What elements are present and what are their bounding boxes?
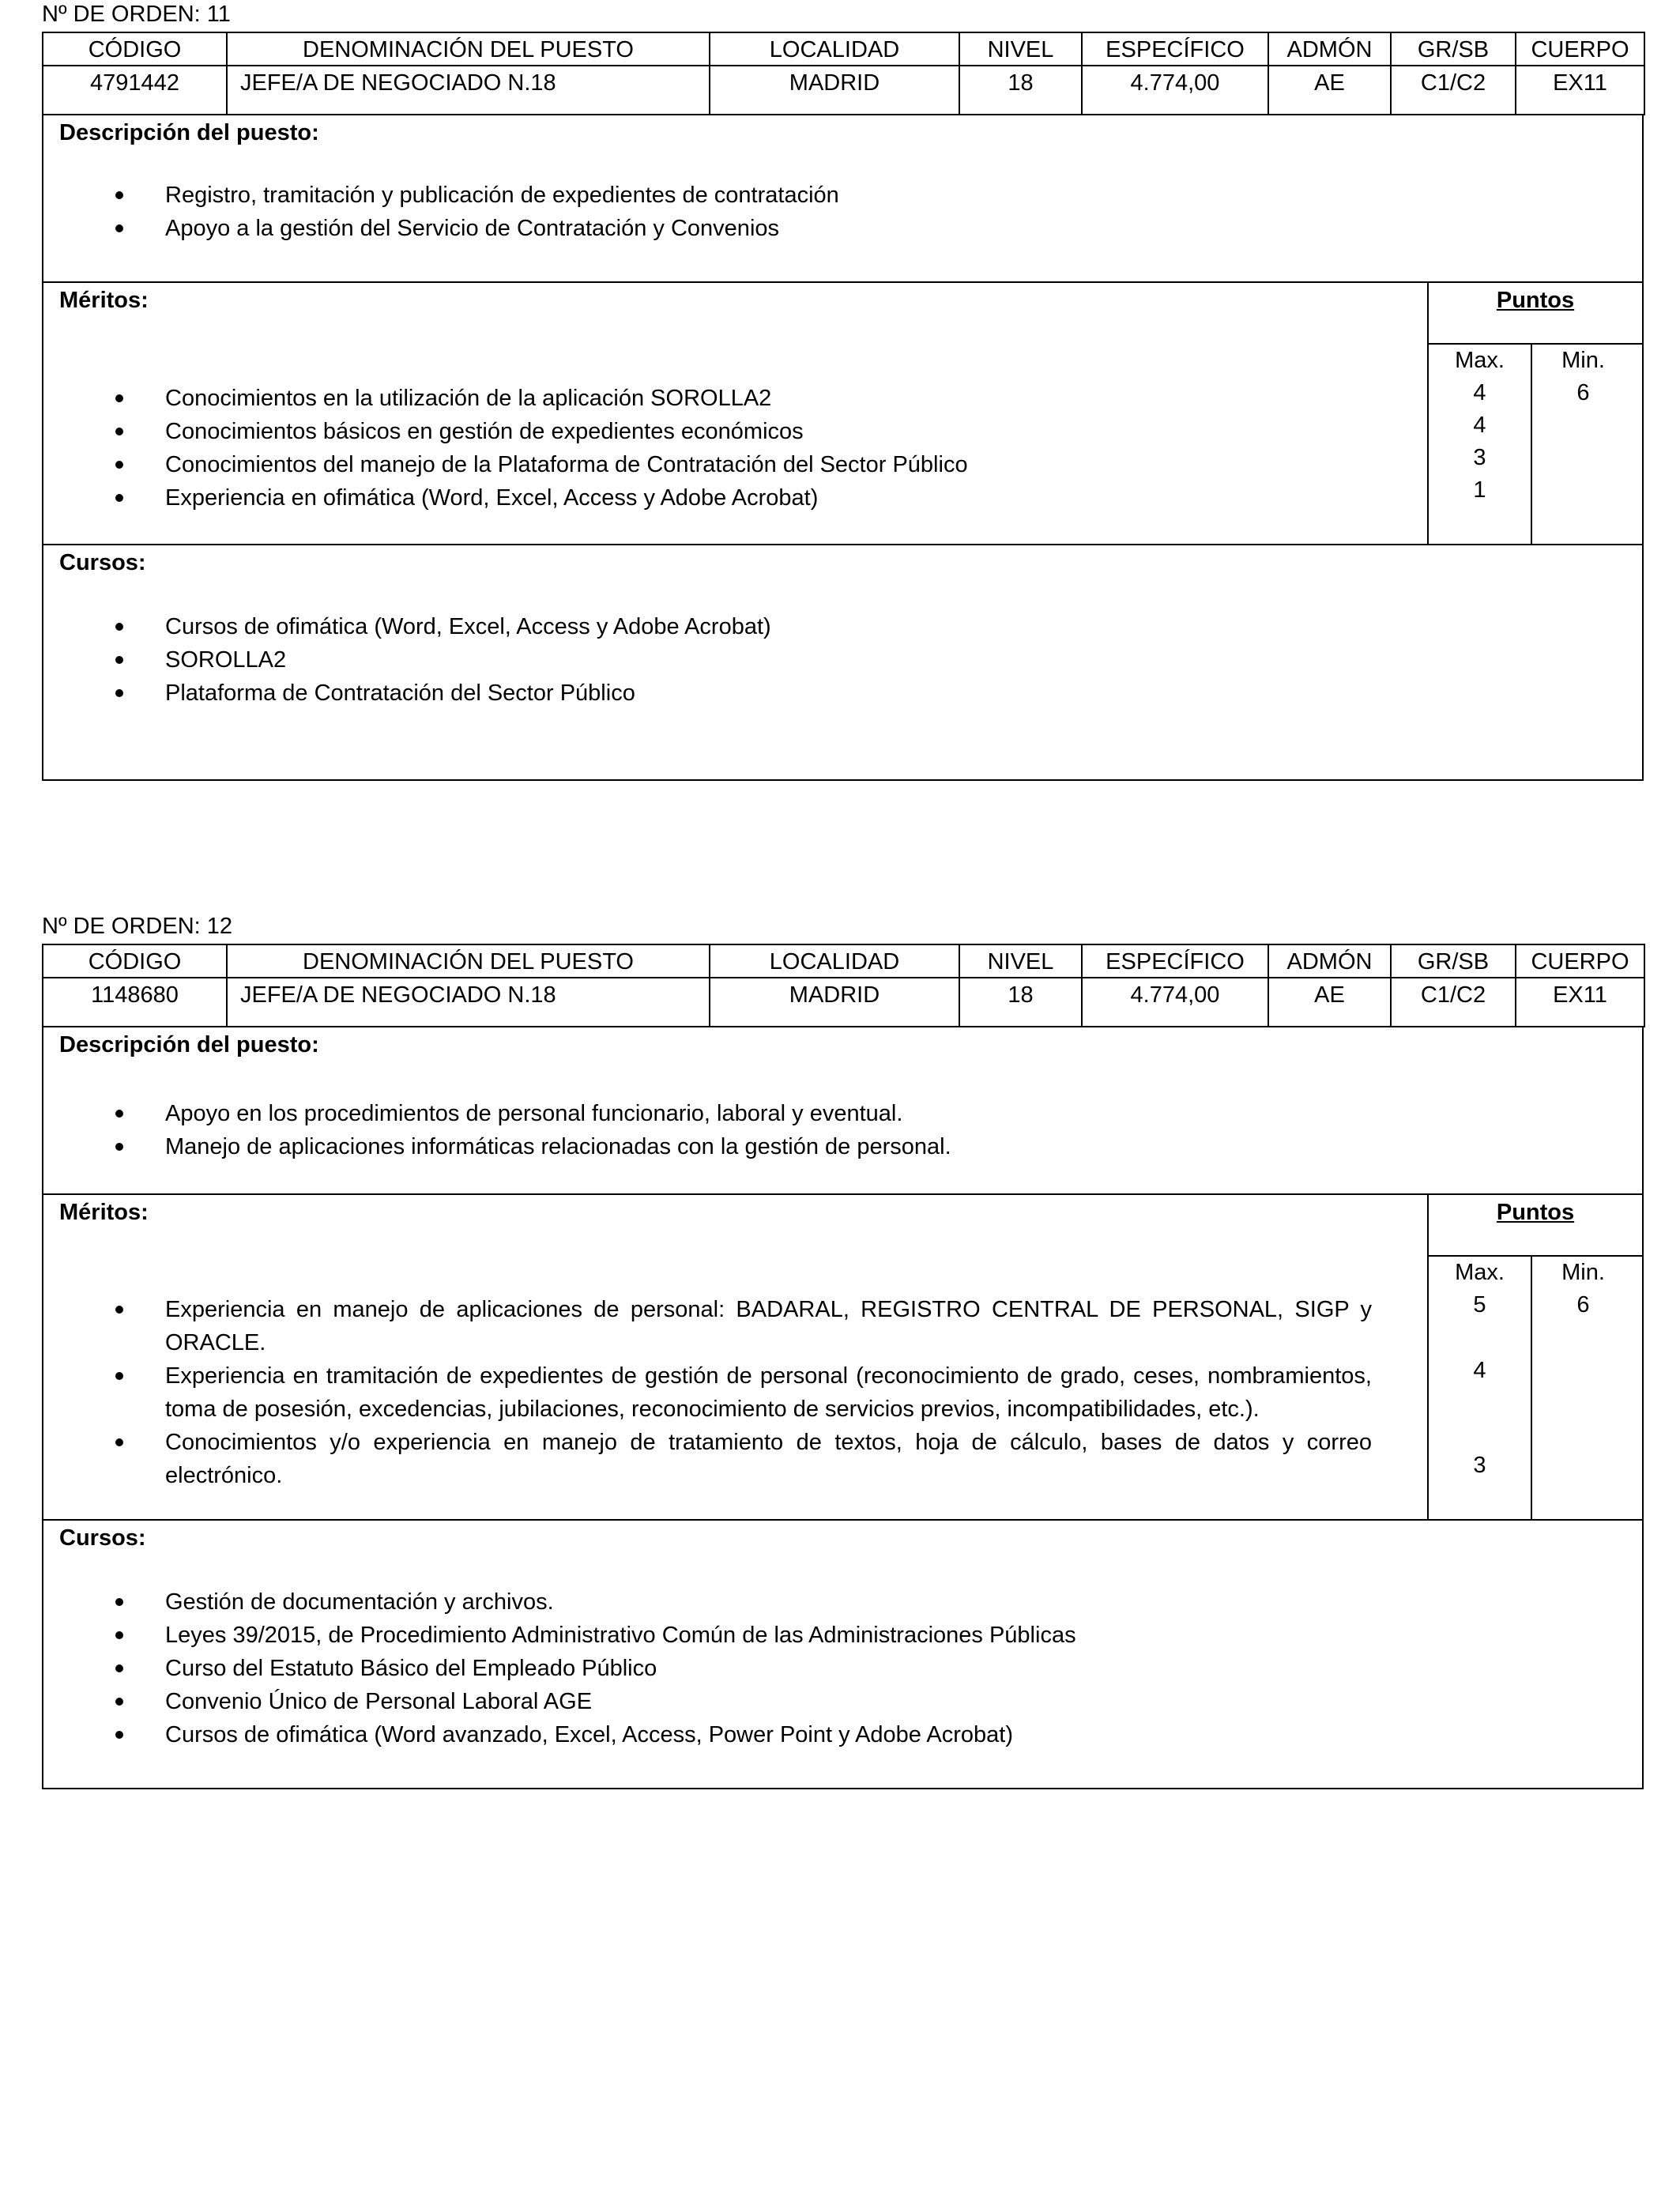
max-column [1429,345,1532,545]
cell-especifico: 4.774,00 [1082,978,1268,1027]
orden-12-block [42,912,1644,1789]
max-value: 4 [1473,380,1486,405]
list-item: Cursos de ofimática (Word avanzado, Excel, Access, Power Point y Adobe Acrobat) [43,1718,1642,1751]
orden-title: Nº DE ORDEN: 11 [42,2,231,27]
max-label: Max. [1455,348,1505,373]
list-item: Curso del Estatuto Básico del Empleado Público [43,1652,1642,1685]
table-header-row [43,32,1644,66]
list-item: Apoyo a la gestión del Servicio de Contratación y Convenios [43,212,1642,245]
min-label: Min. [1561,348,1605,373]
header-denominacion: DENOMINACIÓN DEL PUESTO [227,944,710,978]
puntos-values [1429,345,1642,545]
header-admon: ADMÓN [1268,944,1391,978]
header-localidad: LOCALIDAD [710,32,959,66]
header-grsb: GR/SB [1391,944,1516,978]
list-item: Conocimientos y/o experiencia en manejo de tratamiento de textos, hoja de cálculo, bases de datos y correo electrónico. [43,1426,1372,1492]
list-item: Experiencia en manejo de aplicaciones de personal: BADARAL, REGISTRO CENTRAL DE PERSONAL, SIGP y ORACLE. [43,1293,1372,1359]
cell-cuerpo: EX11 [1516,66,1644,115]
cursos-title: Cursos: [59,550,146,575]
puntos-title: Puntos [1429,283,1642,345]
header-localidad: LOCALIDAD [710,944,959,978]
max-value: 3 [1473,1453,1486,1478]
meritos-list [43,1293,1427,1492]
list-item: Conocimientos básicos en gestión de expedientes económicos [43,415,1427,448]
cell-admon: AE [1268,978,1391,1027]
table-row [43,978,1644,1027]
cell-cuerpo: EX11 [1516,978,1644,1027]
list-item: Cursos de ofimática (Word, Excel, Access y Adobe Acrobat) [43,610,1642,643]
max-column [1429,1257,1532,1521]
meritos-list [43,382,1427,515]
header-admon: ADMÓN [1268,32,1391,66]
cell-admon: AE [1268,66,1391,115]
header-cuerpo: CUERPO [1516,944,1644,978]
max-value: 4 [1473,413,1486,438]
min-column [1532,1257,1634,1521]
cursos-section [42,545,1644,781]
cell-codigo: 4791442 [43,66,227,115]
cell-denominacion: JEFE/A DE NEGOCIADO N.18 [227,978,710,1027]
cursos-list [43,1585,1642,1751]
descripcion-section [42,1027,1644,1195]
descripcion-list [43,179,1642,245]
max-value: 3 [1473,445,1486,470]
max-value: 1 [1473,477,1486,503]
puntos-values [1429,1257,1642,1521]
cell-codigo: 1148680 [43,978,227,1027]
descripcion-title: Descripción del puesto: [59,120,319,145]
puntos-title: Puntos [1429,1195,1642,1257]
header-codigo: CÓDIGO [43,944,227,978]
min-value: 6 [1576,380,1590,405]
header-denominacion: DENOMINACIÓN DEL PUESTO [227,32,710,66]
cell-localidad: MADRID [710,978,959,1027]
cursos-title: Cursos: [59,1525,146,1551]
list-item: SOROLLA2 [43,643,1642,677]
meritos-title: Méritos: [59,288,149,313]
orden-title: Nº DE ORDEN: 12 [42,914,233,939]
header-especifico: ESPECÍFICO [1082,944,1268,978]
table-row [43,66,1644,115]
cell-grsb: C1/C2 [1391,978,1516,1027]
table-header-row [43,944,1644,978]
max-label: Max. [1455,1260,1505,1285]
header-especifico: ESPECÍFICO [1082,32,1268,66]
max-value: 4 [1473,1358,1486,1383]
cursos-section [42,1521,1644,1789]
header-cuerpo: CUERPO [1516,32,1644,66]
header-codigo: CÓDIGO [43,32,227,66]
orden-11-block [42,0,1644,781]
header-grsb: GR/SB [1391,32,1516,66]
position-table [42,32,1645,115]
min-label: Min. [1561,1260,1605,1285]
position-table [42,944,1645,1027]
max-value: 5 [1473,1292,1486,1318]
puntos-column [1429,1195,1642,1519]
min-value: 6 [1576,1292,1590,1318]
descripcion-list [43,1097,1642,1163]
header-nivel: NIVEL [959,32,1082,66]
cell-nivel: 18 [959,978,1082,1027]
list-item: Conocimientos del manejo de la Plataforma de Contratación del Sector Público [43,448,1427,481]
list-item: Apoyo en los procedimientos de personal funcionario, laboral y eventual. [43,1097,1642,1130]
descripcion-section [42,115,1644,283]
min-column [1532,345,1634,545]
list-item: Plataforma de Contratación del Sector Público [43,677,1642,710]
list-item: Leyes 39/2015, de Procedimiento Administrativo Común de las Administraciones Públicas [43,1619,1642,1652]
meritos-section [42,1195,1644,1521]
cursos-list [43,610,1642,710]
meritos-left [43,283,1429,544]
header-nivel: NIVEL [959,944,1082,978]
list-item: Experiencia en ofimática (Word, Excel, Access y Adobe Acrobat) [43,481,1427,515]
cell-nivel: 18 [959,66,1082,115]
meritos-section [42,283,1644,545]
cell-especifico: 4.774,00 [1082,66,1268,115]
list-item: Convenio Único de Personal Laboral AGE [43,1685,1642,1718]
list-item: Manejo de aplicaciones informáticas relacionadas con la gestión de personal. [43,1130,1642,1163]
cell-grsb: C1/C2 [1391,66,1516,115]
list-item: Conocimientos en la utilización de la aplicación SOROLLA2 [43,382,1427,415]
list-item: Experiencia en tramitación de expedientes de gestión de personal (reconocimiento de grado, ceses, nombramientos, toma de posesión, excedencias, jubilaciones, reconocimiento de servicios previos, incompatibilidades, etc.). [43,1359,1372,1426]
meritos-left [43,1195,1429,1519]
descripcion-title: Descripción del puesto: [59,1032,319,1057]
puntos-column [1429,283,1642,544]
cell-denominacion: JEFE/A DE NEGOCIADO N.18 [227,66,710,115]
list-item: Gestión de documentación y archivos. [43,1585,1642,1619]
list-item: Registro, tramitación y publicación de expedientes de contratación [43,179,1642,212]
cell-localidad: MADRID [710,66,959,115]
meritos-title: Méritos: [59,1200,149,1225]
